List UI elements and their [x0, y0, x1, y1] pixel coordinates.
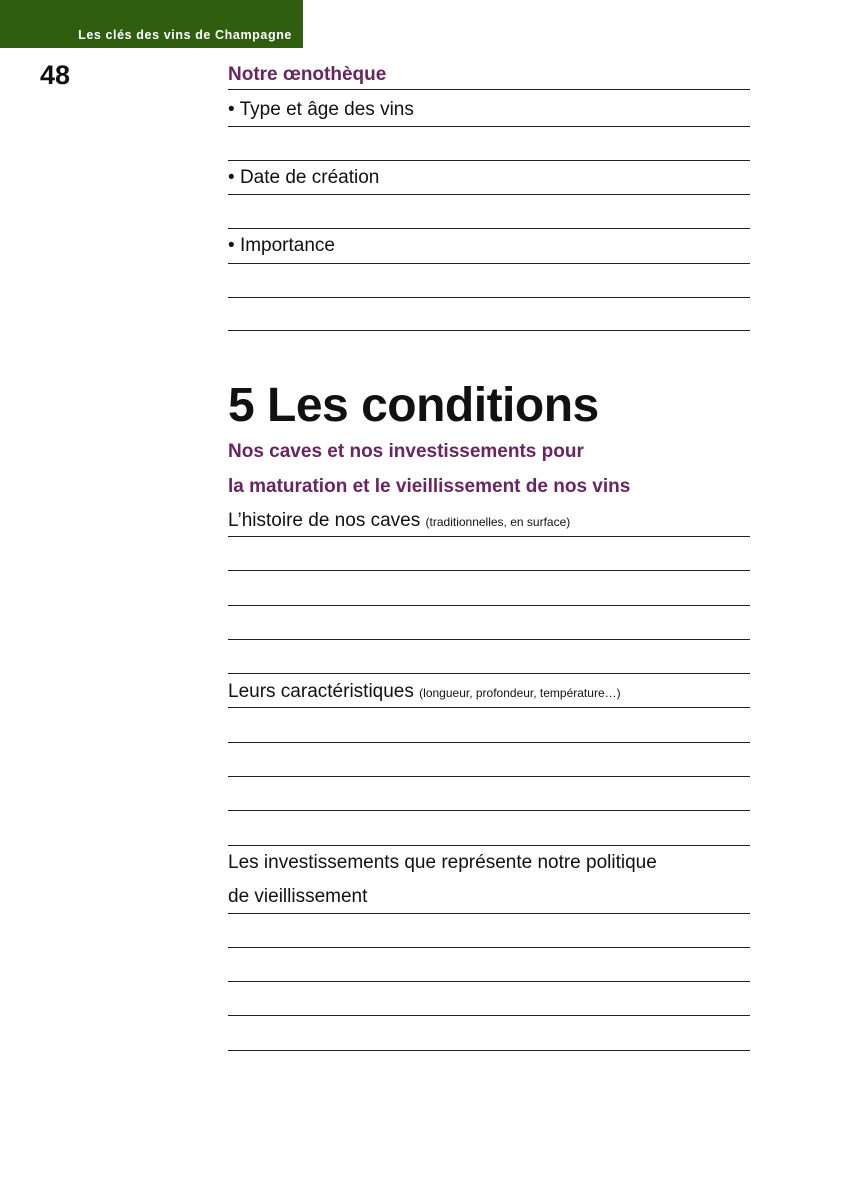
bullet-item-label: Date de création [239, 167, 380, 188]
bullet-item-label: Type et âge des vins [239, 99, 414, 120]
heading-rule [228, 89, 750, 90]
field-label-investissements-line1: Les investissements que représente notre politique [228, 852, 657, 873]
writing-line[interactable] [228, 742, 750, 743]
bullet-item-importance: • Importance [228, 235, 335, 256]
writing-line[interactable] [228, 810, 750, 811]
field-note: (longueur, profondeur, température…) [419, 686, 621, 700]
field-label-investissements-line2: de vieillissement [228, 886, 368, 907]
writing-line[interactable] [228, 776, 750, 777]
writing-line[interactable] [228, 263, 750, 264]
writing-line[interactable] [228, 1015, 750, 1016]
bullet-item-type-age: • Type et âge des vins [228, 99, 414, 120]
writing-line[interactable] [228, 947, 750, 948]
header-bar [0, 0, 303, 48]
bullet-item-date-creation: • Date de création [228, 167, 380, 188]
writing-line[interactable] [228, 160, 750, 161]
field-label-text: Leurs caractéristiques [228, 681, 414, 702]
running-header-title: Les clés des vins de Champagne [78, 28, 292, 42]
chapter-title: 5 Les conditions [228, 379, 599, 432]
field-label-text: L’histoire de nos caves [228, 510, 421, 531]
page-number: 48 [40, 60, 71, 90]
chapter-subtitle-line1: Nos caves et nos investissements pour [228, 441, 584, 462]
writing-line[interactable] [228, 639, 750, 640]
writing-line[interactable] [228, 1050, 750, 1051]
writing-line[interactable] [228, 330, 750, 331]
field-note: (traditionnelles, en surface) [425, 515, 571, 529]
writing-line[interactable] [228, 126, 750, 127]
writing-line[interactable] [228, 913, 750, 914]
bullet-item-label: Importance [239, 235, 335, 256]
writing-line[interactable] [228, 605, 750, 606]
writing-line[interactable] [228, 707, 750, 708]
writing-line[interactable] [228, 570, 750, 571]
chapter-subtitle-line2: la maturation et le vieillissement de nos vins [228, 476, 631, 497]
writing-line[interactable] [228, 845, 750, 846]
writing-line[interactable] [228, 228, 750, 229]
field-label-caracteristiques [228, 681, 621, 703]
writing-line[interactable] [228, 981, 750, 982]
writing-line[interactable] [228, 536, 750, 537]
writing-line[interactable] [228, 673, 750, 674]
field-label-histoire [228, 510, 570, 532]
oenotheque-heading: Notre œnothèque [228, 64, 387, 85]
writing-line[interactable] [228, 297, 750, 298]
writing-line[interactable] [228, 194, 750, 195]
